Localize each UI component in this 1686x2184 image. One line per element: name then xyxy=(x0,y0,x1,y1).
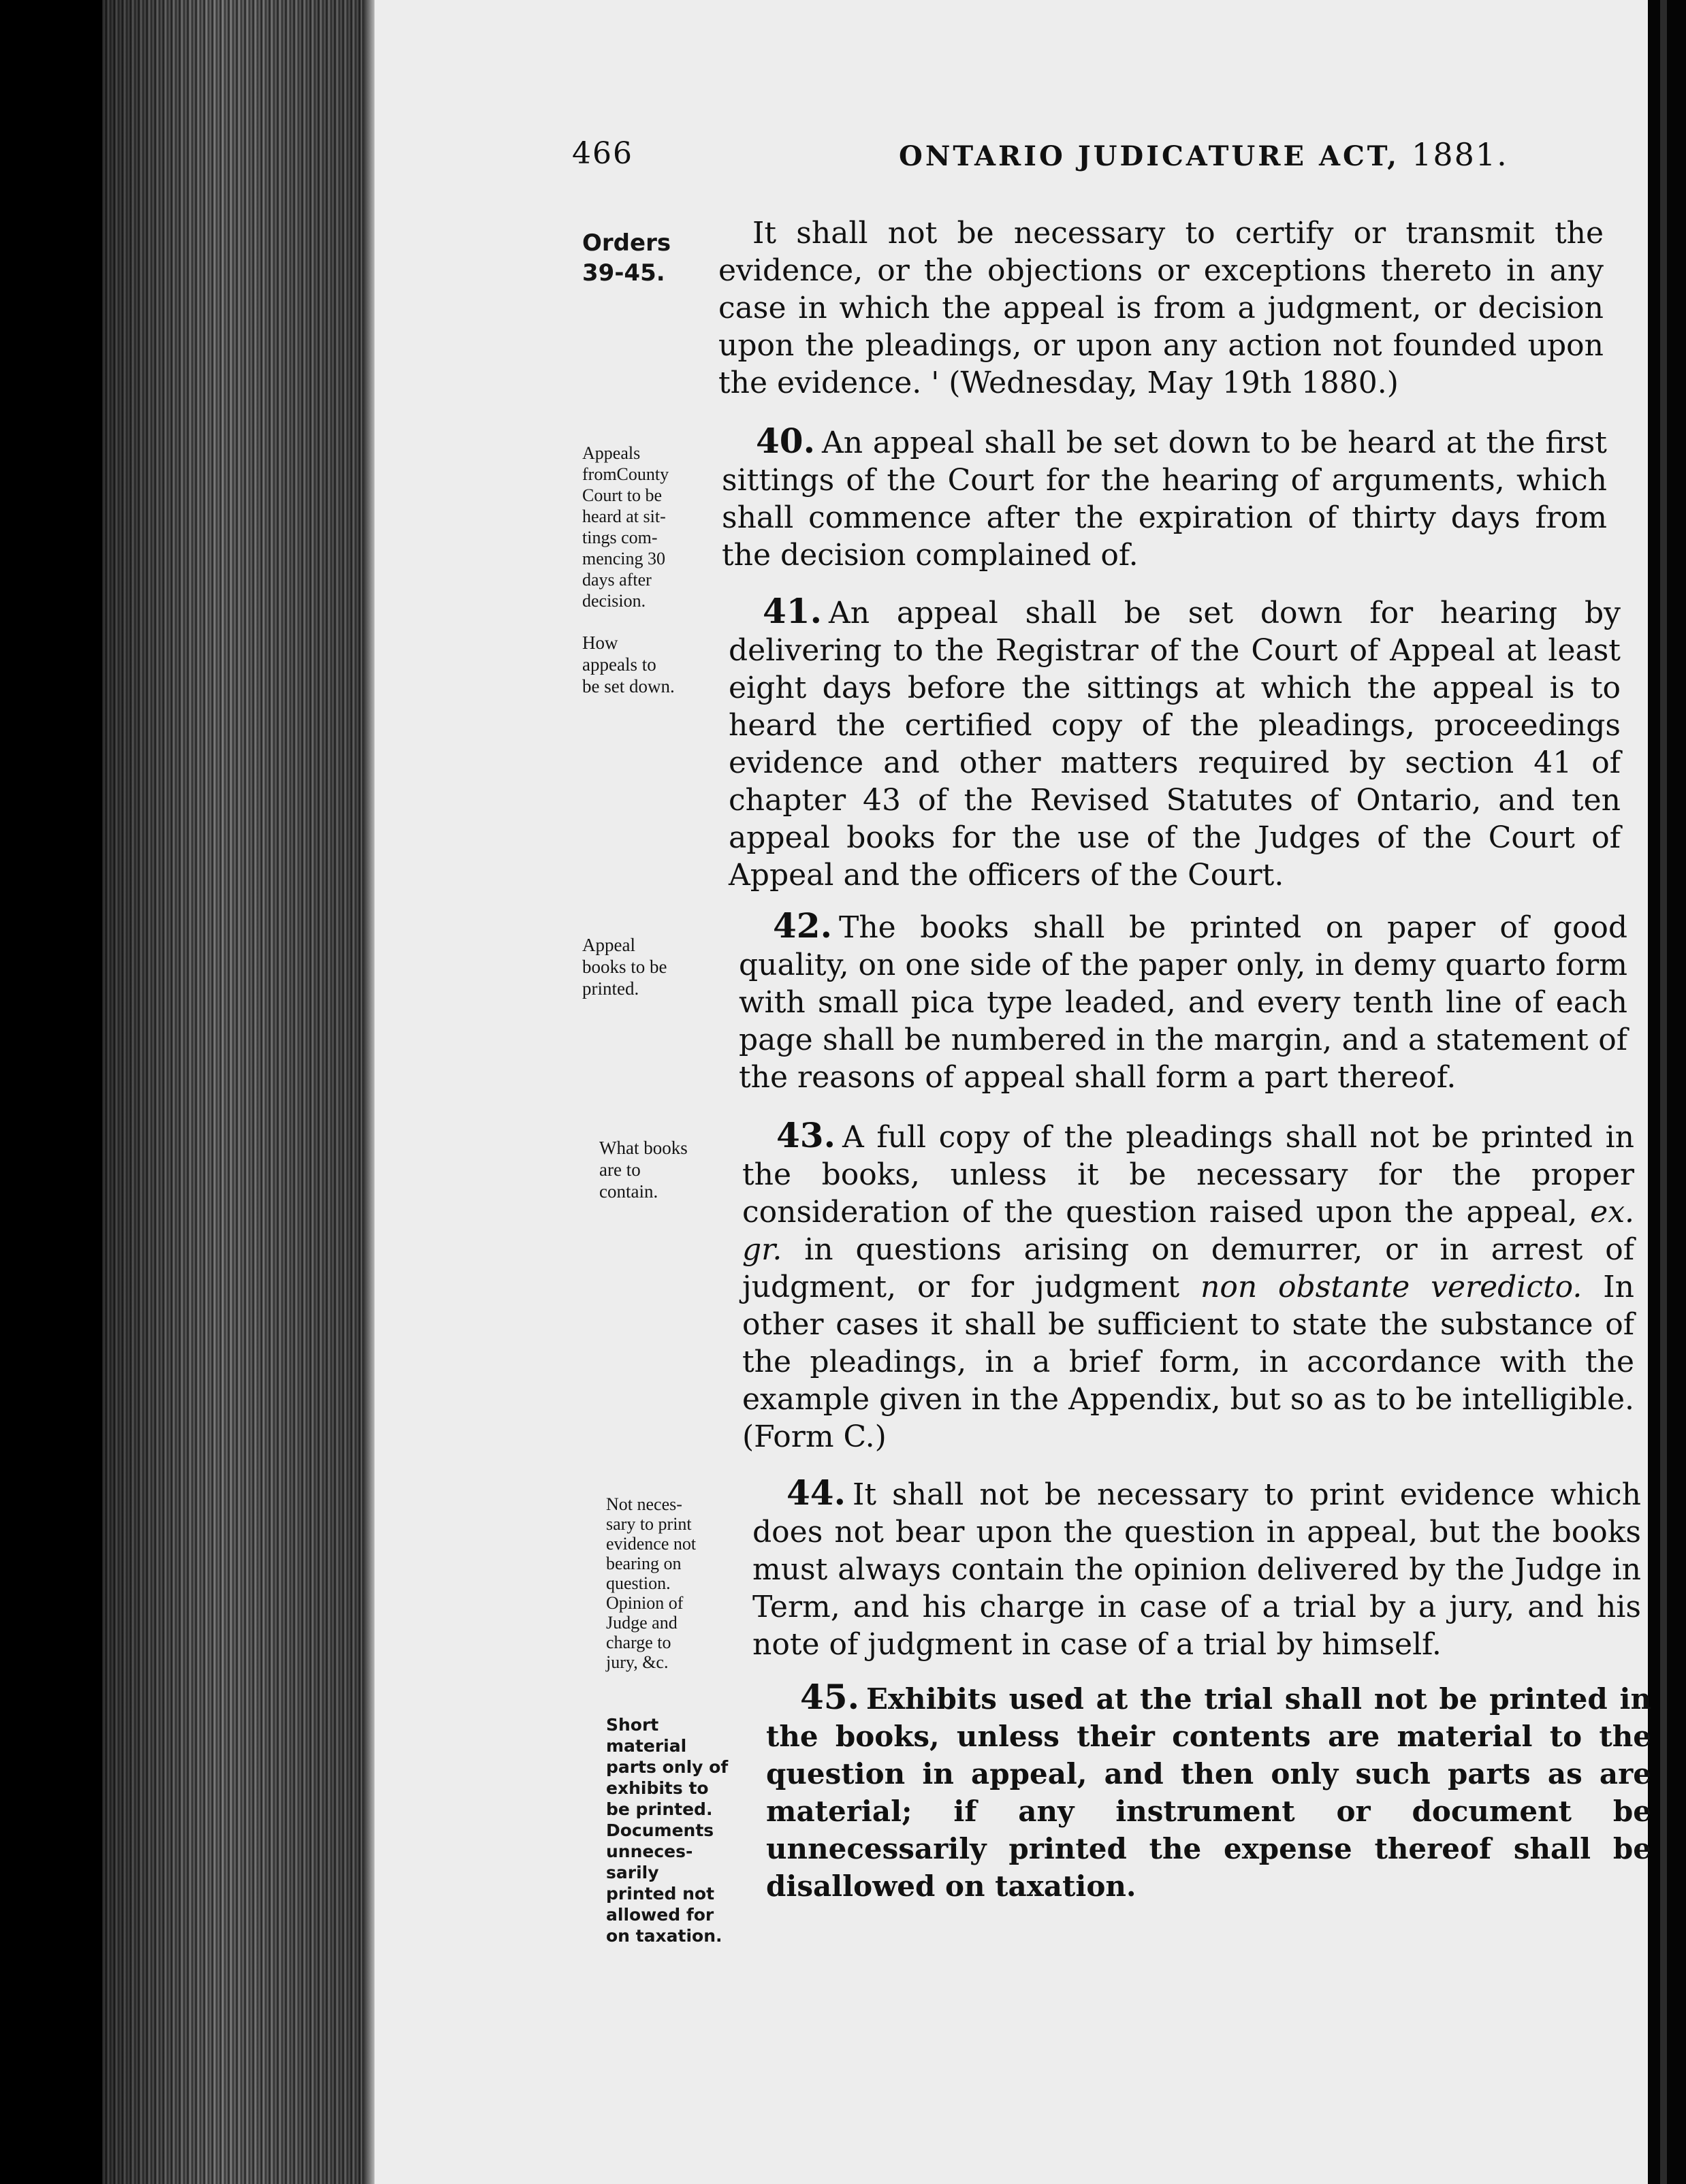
section-number: 45. xyxy=(800,1677,859,1717)
section-41 xyxy=(729,592,1621,894)
section-text: An appeal shall be set down to be heard at the first sittings of the Court for the hearing of arguments, which shall commence after the expiration of thirty days from the decision complained of. xyxy=(722,425,1607,573)
margin-note-s44: Not neces- sary to print evidence not bearing on question. Opinion of Judge and charge to jury, &c. xyxy=(606,1494,697,1672)
section-number: 40. xyxy=(756,421,815,461)
latin-phrase: non obstante veredicto. xyxy=(1200,1270,1582,1304)
section-text: The books shall be printed on paper of good quality, on one side of the paper only, in demy quarto form with small pica type leaded, and every tenth line of each page shall be numbered in the margin, and a statement of the reasons of appeal shall form a part thereof. xyxy=(739,910,1628,1095)
paragraph-intro: It shall not be necessary to certify or transmit the evidence, or the objections or exceptions thereto in any case in which the appeal is from a judgment, or decision upon the pleadings, or upon any action not founded upon the evidence. ' (Wednesday, May 19th 1880.) xyxy=(718,216,1604,400)
page-gutter xyxy=(362,0,375,2184)
section-number: 43. xyxy=(776,1115,836,1155)
running-title-year: 1881. xyxy=(1412,136,1508,173)
margin-note-orders: Orders 39-45. xyxy=(582,229,671,287)
section-text: It shall not be necessary to print evidence which does not bear upon the question in appeal, but the books must always contain the opinion delivered by the Judge in Term, and his charge in case of a trial by a jury, and his note of judgment in case of a trial by himself. xyxy=(752,1477,1641,1662)
running-title-text: ONTARIO JUDICATURE ACT, xyxy=(899,140,1400,172)
margin-note-s45: Short material parts only of exhibits to be printed. Documents unneces- sarily printed not allowed for on taxation. xyxy=(606,1715,729,1946)
margin-note-s42: Appeal books to be printed. xyxy=(582,935,667,999)
section-text: A full copy of the pleadings shall not be printed in the books, unless it be necessary for the proper consideration of the question raised upon the appeal, xyxy=(742,1120,1634,1230)
section-number: 44. xyxy=(786,1473,846,1513)
section-40 xyxy=(722,422,1607,574)
book-page xyxy=(375,0,1651,2184)
section-44 xyxy=(752,1474,1641,1663)
section-text: In other cases it shall be sufficient to state the substance of the pleadings, in a brief form, in accordance with the example given in the Appendix, but so as to be intelligible. (Form C.) xyxy=(742,1270,1634,1454)
section-45 xyxy=(766,1678,1651,1905)
page-number: 466 xyxy=(572,136,633,171)
section-43 xyxy=(742,1117,1634,1456)
edge-shadow xyxy=(102,0,362,2184)
section-text: Exhibits used at the trial shall not be printed in the books, unless their contents are material to the question in appeal, and then only such parts as are material; if any instrument or document be unnecessarily printed the expense thereof shall be disallowed on taxation. xyxy=(766,1682,1651,1903)
latin-phrase: ex. gr. xyxy=(742,1195,1634,1267)
margin-note-s41: How appeals to be set down. xyxy=(582,632,675,696)
facing-page-edge xyxy=(1660,0,1667,2184)
running-title xyxy=(899,136,1508,173)
section-number: 41. xyxy=(763,591,822,631)
scan-border-right xyxy=(1648,0,1686,2184)
margin-note-s40: Appeals fromCounty Court to be heard at sit- tings com- mencing 30 days after decision. xyxy=(582,443,669,611)
running-header xyxy=(572,136,1634,184)
section-text: in questions arising on demurrer, or in arrest of judgment, or for judgment xyxy=(742,1232,1634,1304)
margin-note-s43: What books are to contain. xyxy=(599,1138,688,1202)
section-42 xyxy=(739,907,1627,1096)
section-number: 42. xyxy=(773,905,832,946)
section-text: An appeal shall be set down for hearing by delivering to the Registrar of the Court of Appeal at least eight days before the sittings at which the appeal is to heard the certified copy of the pleadings, proceedings evidence and other matters required by section 41 of chapter 43 of the Revised Statutes of Ontario, and ten appeal books for the use of the Judges of the Court of Appeal and the officers of the Court. xyxy=(729,596,1621,893)
